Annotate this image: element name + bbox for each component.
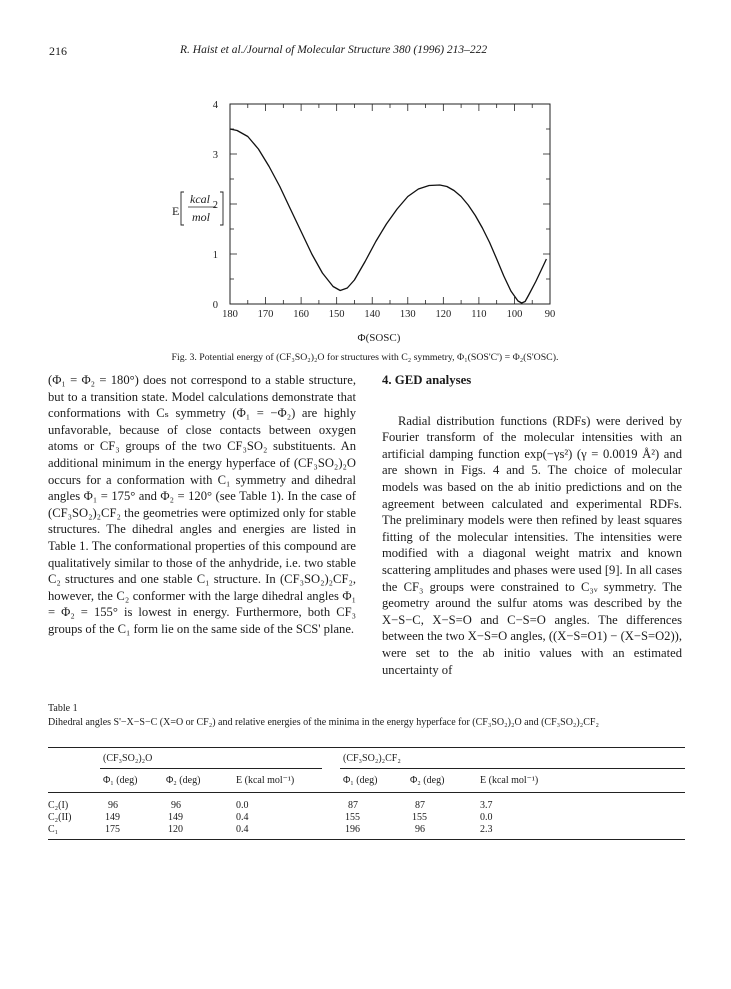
page-number: 216 (49, 44, 67, 58)
x-tick-label: 170 (257, 309, 274, 320)
table-header-rule (48, 792, 685, 793)
x-tick-label: 150 (328, 309, 345, 320)
x-tick-label: 100 (506, 309, 523, 320)
x-tick-label: 120 (435, 309, 452, 320)
energy-curve (230, 129, 546, 303)
chart-series (230, 129, 546, 303)
table-cell: 87 (348, 800, 358, 811)
x-tick-label: 180 (222, 309, 238, 320)
ylabel-numerator: kcal (190, 192, 210, 206)
table-cell: 0.0 (236, 800, 249, 811)
chart-tick-labels (213, 100, 556, 320)
ylabel-prefix: E (172, 204, 180, 218)
col-header: Φ₂ (deg) (166, 775, 201, 786)
row-label: C₂(I) (48, 800, 69, 811)
right-paragraph: Radial distribution functions (RDFs) were derived by Fourier transform of the molecular intensities with an artificial damping function exp(−γs²) (γ = 0.0019 Å²) and are shown in Figs. 4 and 5. The choice of molecular models was based on the ab initio predictions and on the agreement between calculated and experimental RDFs. The preliminary models were then refined by least squares fitting of the molecular intensities. The intensities were modified with a diagonal weight matrix and known scattering amplitudes and phases were used [9]. In all cases the CF₃ groups were constrained to C₃ᵥ symmetry. The geometry around the sulfur atoms was described by the X−S−C, X−S=O and C−S=O angles. The differences between the two X−S=O angles, ((X−S=O1) − (X−S=O2)), were set to the ab initio values with an estimated uncertainty of (382, 413, 682, 677)
row-label: C₂(II) (48, 812, 72, 823)
table-cell: 0.4 (236, 812, 249, 823)
col-header: E (kcal mol⁻¹) (480, 775, 539, 786)
running-header: R. Haist et al./Journal of Molecular Structure 380 (1996) 213–222 (180, 44, 488, 56)
row-label: C₁ (48, 824, 59, 835)
section-heading: 4. GED analyses (382, 373, 472, 387)
group-rule-methane (340, 768, 685, 769)
chart-ticks (230, 104, 550, 304)
y-tick-label: 0 (212, 300, 218, 311)
left-column (48, 372, 356, 638)
col-header: E (kcal mol⁻¹) (236, 775, 295, 786)
x-tick-label: 160 (293, 309, 309, 320)
group-header-anhydride: (CF₃SO₂)₂O (103, 753, 153, 764)
x-tick-label: 130 (399, 309, 416, 320)
table-cell: 155 (412, 812, 427, 823)
table-cell: 0.4 (236, 824, 249, 835)
table-label: Table 1 (48, 703, 78, 714)
y-tick-label: 2 (212, 200, 218, 211)
table-cell: 149 (168, 812, 183, 823)
potential-energy-chart (150, 92, 580, 347)
table-bottom-rule (48, 839, 685, 840)
x-tick-label: 140 (364, 309, 381, 320)
table-cell: 155 (345, 812, 360, 823)
y-tick-label: 4 (212, 100, 218, 111)
col-header: Φ₁ (deg) (103, 775, 138, 786)
y-tick-label: 1 (212, 250, 218, 261)
left-paragraph: (Φ₁ = Φ₂ = 180°) does not correspond to a stable structure, but to a transition state. Model calculations demonstrate that conformations with Cₛ symmetry (Φ₁ = −Φ₂) are highly unfavorable, because of close contacts between oxygen atoms or CF₃ groups of the two CF₃SO₂ substituents. An additional minimum in the energy hyperface of (CF₃SO₂)₂O occurs for a conformation with C₁ symmetry and dihedral angles Φ₁ = 175° and Φ₂ = 120° (see Table 1). In the case of (CF₃SO₂)₂CF₂ the geometries were optimized only for stable structures. The dihedral angles and energies are listed in Table 1. The conformational properties of this compound are qualitatively similar to those of the anhydride, i.e. two stable C₂ structures and one stable C₁ structure. In (CF₃SO₂)₂CF₂, however, the C₂ conformer with the large dihedral angles Φ₁ = Φ₂ = 155° is lowest in energy. Furthermore, both CF₃ groups of the C₁ form lie on the same side of the SCS' plane. (48, 373, 356, 636)
table-cell: 96 (415, 824, 425, 835)
x-axis-label: Φ(SOSC) (357, 332, 401, 344)
table-cell: 2.3 (480, 824, 493, 835)
ylabel-denominator: mol (192, 210, 210, 224)
col-header: Φ₂ (deg) (410, 775, 445, 786)
group-header-methane: (CF₃SO₂)₂CF₂ (343, 753, 401, 764)
x-tick-label: 90 (544, 309, 556, 320)
table-cell: 175 (105, 824, 120, 835)
table-cell: 87 (415, 800, 425, 811)
table-cell: 96 (171, 800, 181, 811)
table-top-rule (48, 747, 685, 748)
table-cell: 149 (105, 812, 120, 823)
plot-frame (230, 104, 550, 304)
table-cell: 196 (345, 824, 360, 835)
table-caption: Dihedral angles S'−X−S−C (X=O or CF₂) and relative energies of the minima in the energy hyperface for (CF₃SO₂)₂O and (CF₃SO₂)₂CF₂ (48, 717, 599, 728)
chart-axes (230, 104, 550, 304)
table-cell: 3.7 (480, 800, 493, 811)
y-tick-label: 3 (212, 150, 218, 161)
figure-caption: Fig. 3. Potential energy of (CF₃SO₂)₂O for structures with C₂ symmetry, Φ₁(SOS'C') = Φ₂(S'OSC). (171, 352, 559, 363)
col-header: Φ₁ (deg) (343, 775, 378, 786)
group-rule-anhydride (100, 768, 322, 769)
table-cell: 0.0 (480, 812, 493, 823)
right-column (382, 372, 682, 678)
table-cell: 120 (168, 824, 183, 835)
x-tick-label: 110 (471, 309, 487, 320)
table-cell: 96 (108, 800, 118, 811)
